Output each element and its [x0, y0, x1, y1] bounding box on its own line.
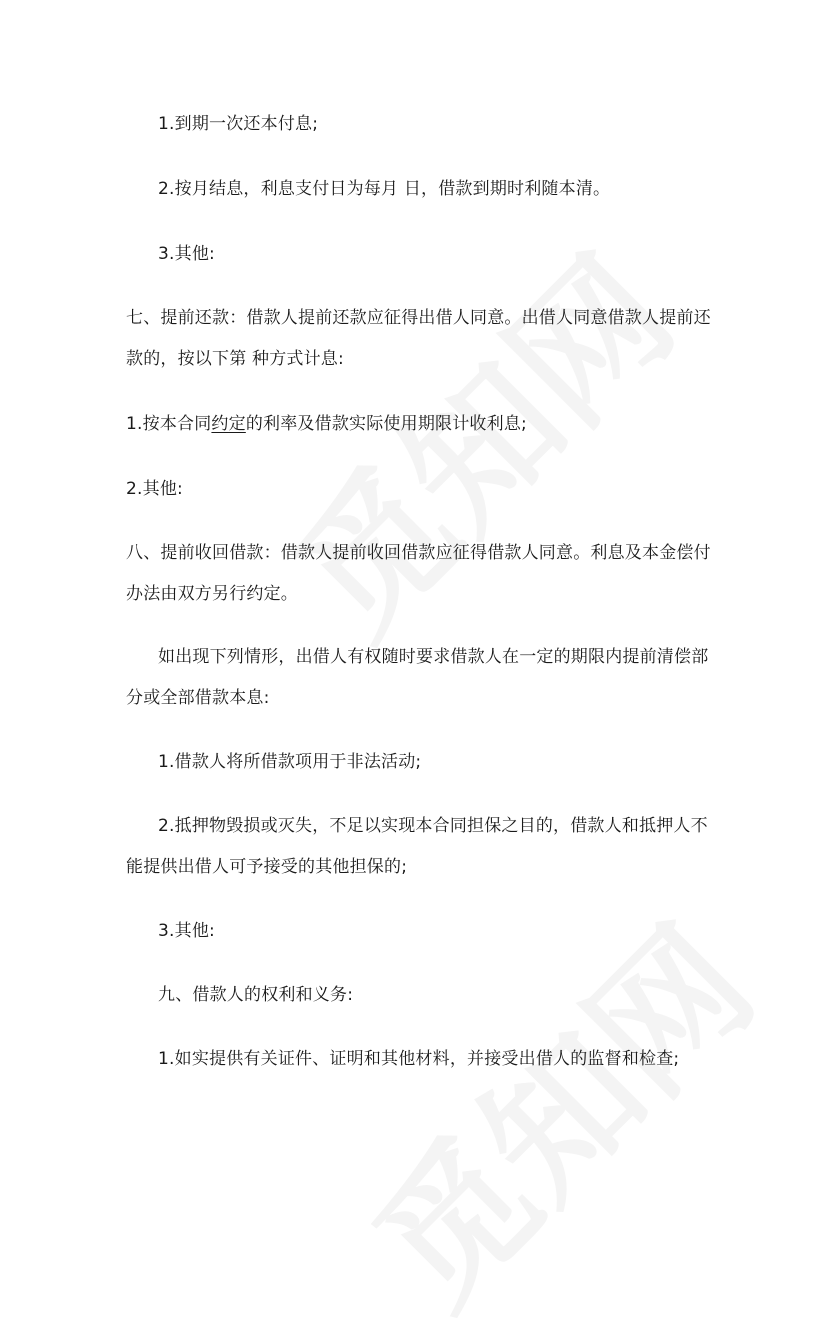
section-heading-line: 七、提前还款：借款人提前还款应征得出借人同意。出借人同意借款人提前还 [126, 308, 711, 328]
paragraph-line: 2.抵押物毁损或灭失，不足以实现本合同担保之目的，借款人和抵押人不 [158, 816, 708, 836]
section-heading-line: 八、提前收回借款：借款人提前收回借款应征得借款人同意。利息及本金偿付 [126, 543, 711, 563]
paragraph-line: 1.借款人将所借款项用于非法活动; [158, 752, 422, 772]
text-segment: 1.按本合同 [126, 414, 212, 434]
paragraph-line: 2.按月结息，利息支付日为每月 日，借款到期时利随本清。 [158, 179, 611, 199]
paragraph-line: 款的，按以下第 种方式计息: [126, 349, 344, 369]
watermark [320, 873, 791, 1343]
watermark [240, 203, 711, 674]
paragraph-line: 能提供出借人可予接受的其他担保的; [126, 857, 408, 877]
paragraph-line: 2.其他: [126, 479, 183, 499]
paragraph-line: 办法由双方另行约定。 [126, 584, 298, 604]
paragraph-line: 3.其他: [158, 921, 215, 941]
paragraph-line: 1.如实提供有关证件、证明和其他材料，并接受出借人的监督和检查; [158, 1049, 680, 1069]
paragraph-line: 3.其他: [158, 244, 215, 264]
paragraph-line: 分或全部借款本息: [126, 688, 270, 708]
paragraph-line: 1.到期一次还本付息; [158, 114, 319, 134]
paragraph-line [126, 413, 527, 435]
section-heading-line: 九、借款人的权利和义务: [158, 985, 354, 1005]
text-segment: 的利率及借款实际使用期限计收利息; [245, 414, 527, 434]
paragraph-line: 如出现下列情形，出借人有权随时要求借款人在一定的期限内提前清偿部 [158, 647, 709, 667]
underlined-term: 约定 [211, 414, 246, 434]
